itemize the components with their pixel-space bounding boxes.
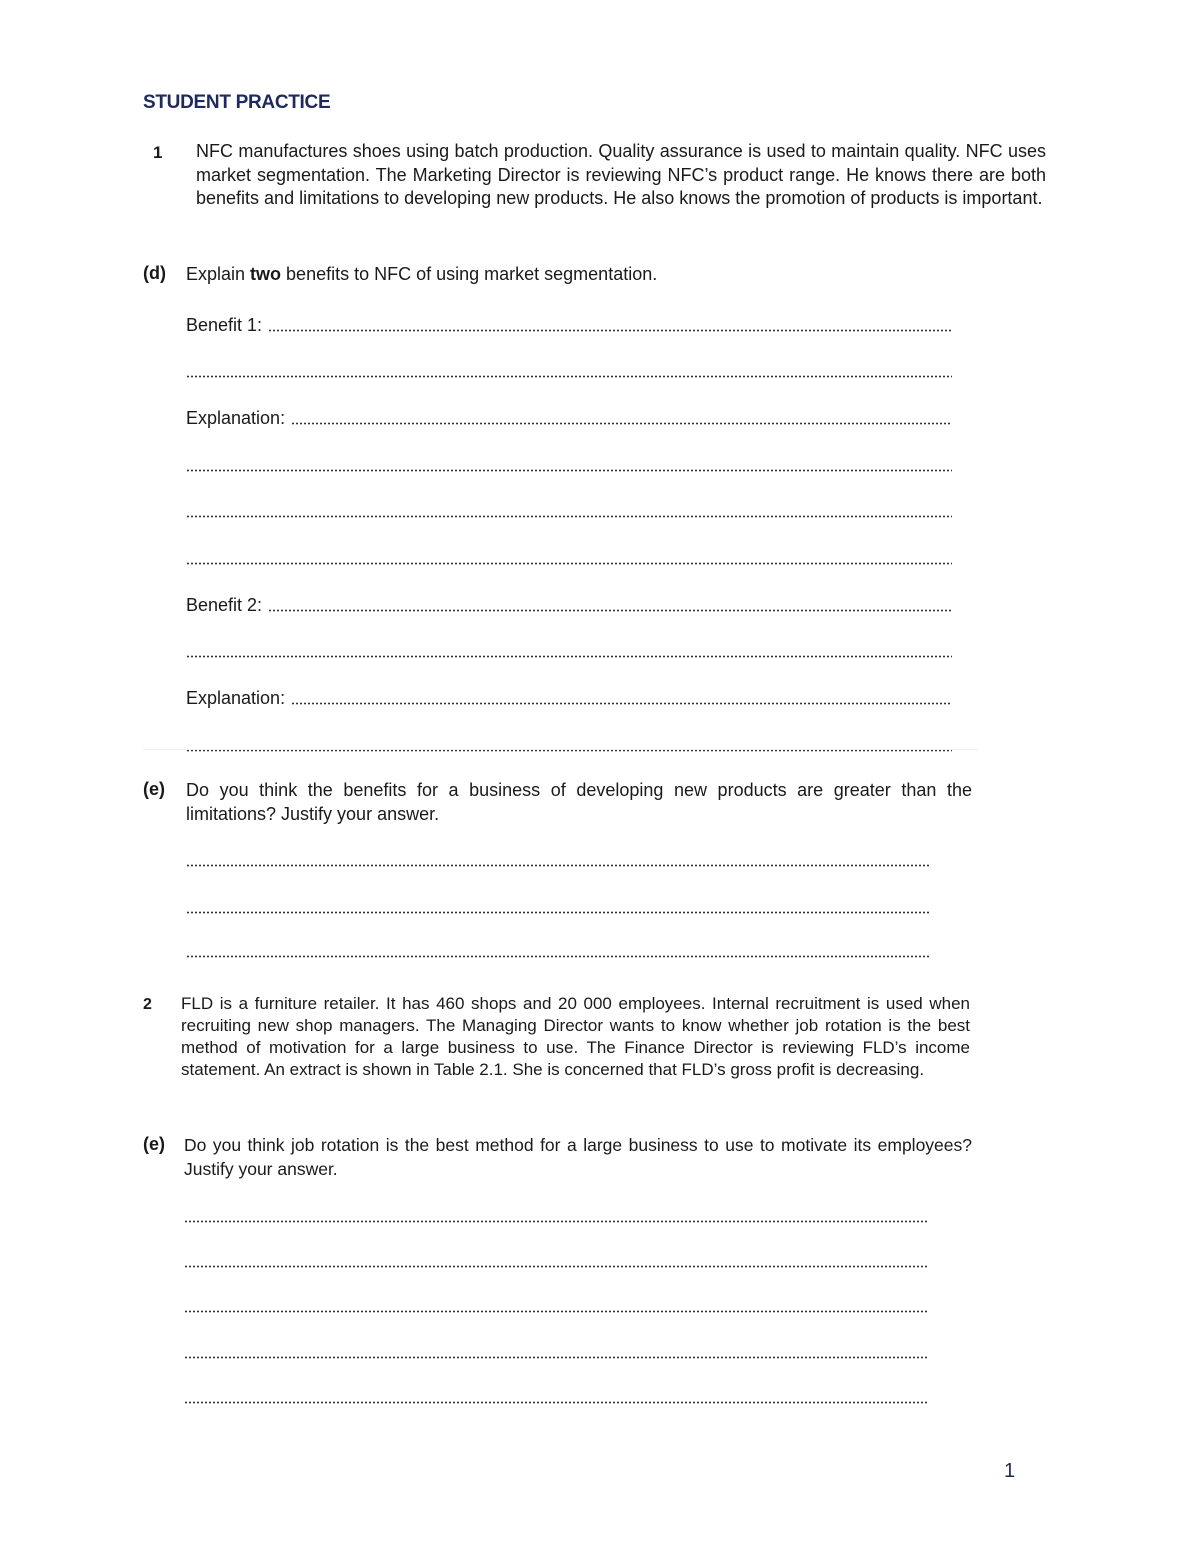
- q1-d-answer-line[interactable]: [186, 638, 952, 662]
- dotted-line: [184, 1401, 929, 1404]
- q1-d-answer-line-benefit-2[interactable]: [186, 592, 952, 616]
- q2-e-answer-line[interactable]: [184, 1339, 929, 1363]
- q2-e-answer-line[interactable]: [184, 1248, 929, 1272]
- q1-d-prompt: [186, 263, 986, 287]
- answer-line-label: Explanation:: [186, 408, 286, 428]
- dotted-line: [184, 1356, 929, 1359]
- q2-e-label: (e): [143, 1134, 165, 1154]
- answer-line-label: Benefit 2:: [186, 595, 263, 615]
- q1-e-label: (e): [143, 779, 165, 799]
- q1-d-answer-line-explanation-2[interactable]: [186, 685, 952, 709]
- q1-d-answer-line-benefit-1[interactable]: [186, 312, 952, 336]
- dotted-line: [186, 955, 929, 958]
- q1-d-prompt-bold: two: [250, 264, 282, 284]
- q2-e-prompt: Do you think job rotation is the best method for a large business to use to motivate its employees? Justify your answer.: [184, 1135, 972, 1179]
- divider: [143, 749, 978, 750]
- q1-d-answer-line[interactable]: [186, 732, 952, 756]
- q1-d-label: (d): [143, 263, 166, 283]
- answer-line-label: Explanation:: [186, 688, 286, 708]
- q2-e-answer-line[interactable]: [184, 1384, 929, 1408]
- q1-d-answer-line[interactable]: [186, 498, 952, 522]
- answer-line-label: Benefit 1:: [186, 315, 263, 335]
- dotted-line: [186, 515, 952, 518]
- dotted-line: [186, 911, 929, 914]
- q1-d-answer-line[interactable]: [186, 452, 952, 476]
- q1-d-prompt-before: Explain: [186, 264, 251, 284]
- question-2-text: FLD is a furniture retailer. It has 460 shops and 20 000 employees. Internal recruitment is used when recruiting new shop managers. The Managing Director wants to know whether job rotation is the best method of motivation for a large business to use. The Finance Director is reviewing FLD’s income statement. An extract is shown in Table 2.1. She is concerned that FLD’s gross profit is decreasing.: [181, 994, 970, 1079]
- question-1-number: 1: [153, 143, 163, 162]
- q1-d-prompt-after: benefits to NFC of using market segmentation.: [281, 264, 658, 284]
- dotted-line: [291, 422, 952, 425]
- q1-d-answer-line[interactable]: [186, 545, 952, 569]
- q1-e-answer-line[interactable]: [186, 938, 929, 962]
- dotted-line: [268, 329, 952, 332]
- q2-e-answer-line[interactable]: [184, 1203, 929, 1227]
- q2-e-answer-line[interactable]: [184, 1293, 929, 1317]
- q1-e-answer-line[interactable]: [186, 847, 929, 871]
- dotted-line: [184, 1265, 929, 1268]
- dotted-line: [186, 469, 952, 472]
- q1-d-answer-line-explanation-1[interactable]: [186, 405, 952, 429]
- dotted-line: [268, 609, 952, 612]
- question-1-text: NFC manufactures shoes using batch production. Quality assurance is used to maintain quality. NFC uses market segmentation. The Marketing Director is reviewing NFC’s product range. He knows there are both benefits and limitations to developing new products. He also knows the promotion of products is important.: [196, 141, 1046, 208]
- dotted-line: [184, 1310, 929, 1313]
- dotted-line: [291, 702, 952, 705]
- question-2-number: 2: [143, 996, 152, 1013]
- dotted-line: [186, 562, 952, 565]
- q1-d-answer-line[interactable]: [186, 358, 952, 382]
- page-number: 1: [1004, 1460, 1016, 1482]
- dotted-line: [186, 655, 952, 658]
- dotted-line: [184, 1220, 929, 1223]
- q1-e-prompt: Do you think the benefits for a business of developing new products are greater than the limitations? Justify your answer.: [186, 780, 972, 824]
- dotted-line: [186, 864, 929, 867]
- page-heading: STUDENT PRACTICE: [143, 92, 331, 113]
- q1-e-answer-line[interactable]: [186, 894, 929, 918]
- dotted-line: [186, 375, 952, 378]
